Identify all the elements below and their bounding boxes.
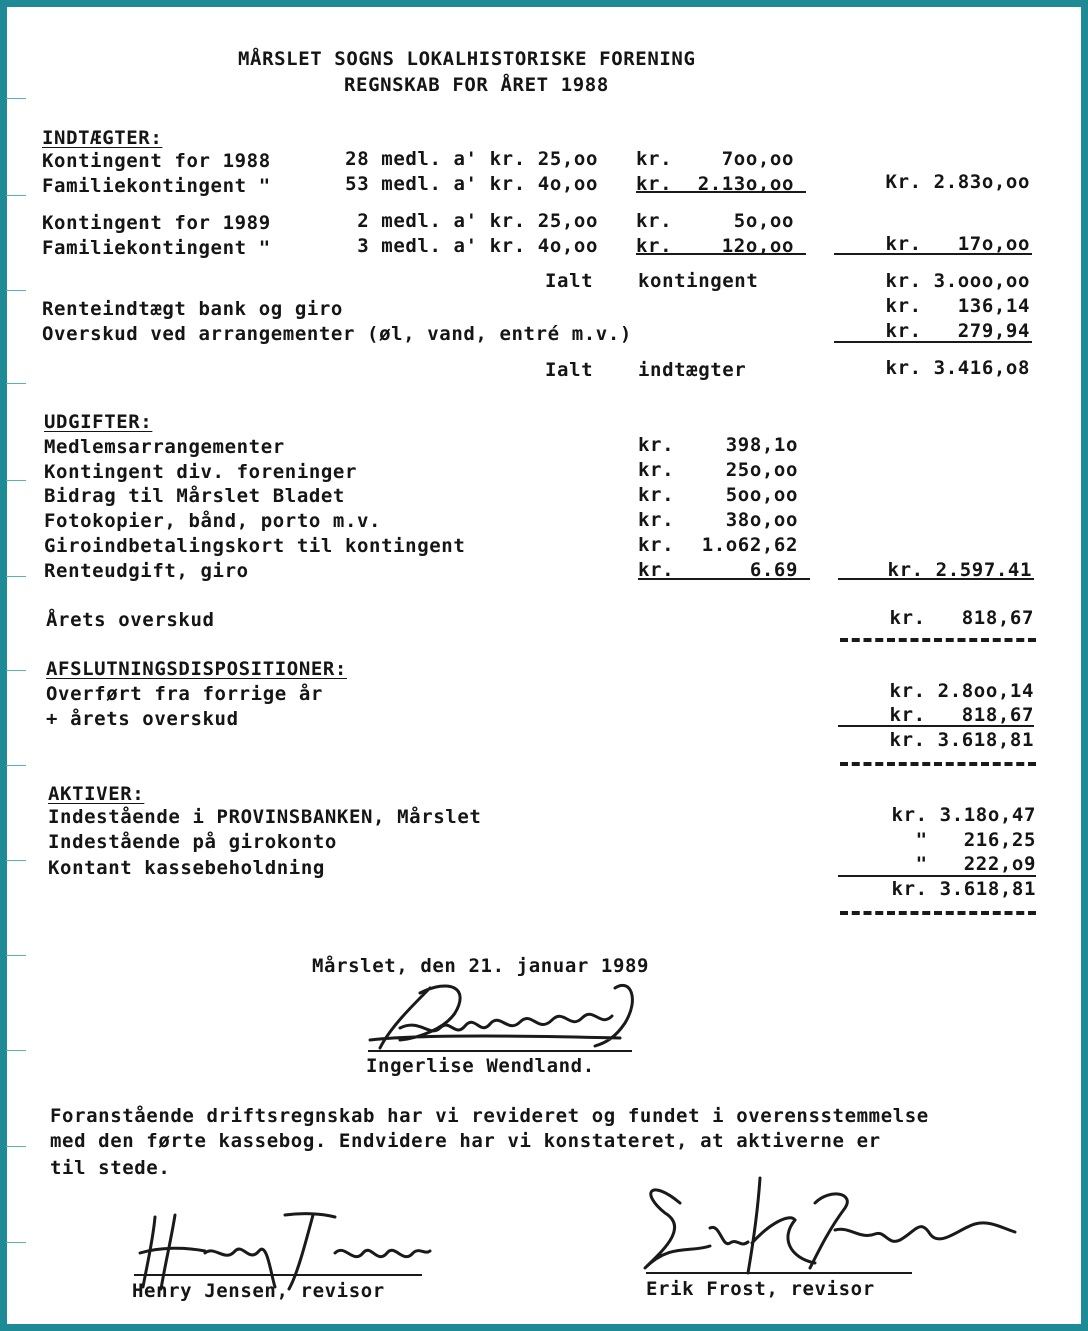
auditor1-name: Henry Jensen, revisor bbox=[132, 1280, 385, 1302]
asset-row-label: Indestående på girokonto bbox=[48, 831, 337, 853]
closing-row-amount: kr. 2.8oo,14 bbox=[889, 680, 1034, 702]
assets-heading: AKTIVER: bbox=[48, 783, 145, 805]
signature-line bbox=[134, 1274, 422, 1276]
income-row-amount: 2.13o,oo bbox=[697, 173, 794, 195]
expense-row-amount: 398,1o bbox=[725, 434, 798, 456]
income-subtotal: Kr. 2.83o,oo bbox=[885, 171, 1030, 193]
year-result-label: Årets overskud bbox=[46, 609, 215, 631]
expense-row-cur: kr. bbox=[638, 484, 675, 506]
total-rule bbox=[834, 341, 1032, 343]
expenses-total: kr. 2.597.41 bbox=[887, 559, 1032, 581]
treasurer-signature bbox=[360, 968, 660, 1058]
auditor2-name: Erik Frost, revisor bbox=[646, 1278, 875, 1300]
signature-line bbox=[646, 1272, 912, 1274]
audit-line: med den førte kassebog. Endvidere har vi konstateret, at aktiverne er bbox=[50, 1130, 881, 1152]
expense-row-cur: kr. bbox=[638, 509, 675, 531]
income-row-cur: kr. bbox=[636, 148, 673, 170]
asset-row-amount: " 216,25 bbox=[915, 829, 1036, 851]
asset-row-amount: kr. 3.18o,47 bbox=[891, 804, 1036, 826]
margin-tick bbox=[6, 383, 26, 384]
expense-row-label: Kontingent div. foreninger bbox=[44, 461, 358, 483]
expense-row-cur: kr. bbox=[638, 459, 675, 481]
income-row-cur: kr. bbox=[636, 235, 673, 257]
closing-total: kr. 3.618,81 bbox=[889, 729, 1034, 751]
expense-row-cur: kr. bbox=[638, 559, 675, 581]
expense-row-label: Fotokopier, bånd, porto m.v. bbox=[44, 510, 382, 532]
margin-tick bbox=[6, 290, 26, 291]
audit-line: Foranstående driftsregnskab har vi revideret og fundet i overensstemmelse bbox=[50, 1105, 929, 1127]
income-subtotal: kr. 17o,oo bbox=[885, 233, 1030, 255]
double-underline bbox=[840, 762, 1036, 766]
subtotal-rule bbox=[636, 191, 806, 193]
auditor2-signature bbox=[630, 1168, 1020, 1283]
margin-tick bbox=[6, 1242, 26, 1243]
income-row-label: Kontingent for 1988 bbox=[42, 150, 271, 172]
total-contingent-word: kontingent bbox=[638, 270, 759, 292]
report-subtitle: REGNSKAB FOR ÅRET 1988 bbox=[344, 74, 609, 96]
total-income-word: indtægter bbox=[638, 359, 747, 381]
expense-row-cur: kr. bbox=[638, 434, 675, 456]
income-row-label: Familiekontingent " bbox=[42, 175, 271, 197]
income-row-amount: 7oo,oo bbox=[721, 148, 794, 170]
subtotal-rule bbox=[638, 578, 810, 580]
income-row-amount: 12o,oo bbox=[721, 235, 794, 257]
income-row-amount: 5o,oo bbox=[733, 210, 794, 232]
income-row-cur: kr. bbox=[636, 210, 673, 232]
closing-row-label: Overført fra forrige år bbox=[46, 683, 323, 705]
income-row-cur: kr. bbox=[636, 173, 673, 195]
closing-heading: AFSLUTNINGSDISPOSITIONER: bbox=[46, 658, 347, 680]
org-title: MÅRSLET SOGNS LOKALHISTORISKE FORENING bbox=[238, 48, 696, 70]
total-rule bbox=[838, 725, 1034, 727]
events-surplus-label: Overskud ved arrangementer (øl, vand, entré m.v.) bbox=[42, 323, 632, 345]
audit-line: til stede. bbox=[50, 1157, 171, 1179]
income-row-label: Kontingent for 1989 bbox=[42, 212, 271, 234]
interest-label: Renteindtægt bank og giro bbox=[42, 298, 343, 320]
double-underline bbox=[840, 911, 1036, 915]
closing-row-label: + årets overskud bbox=[46, 708, 239, 730]
expense-row-cur: kr. bbox=[638, 534, 675, 556]
margin-tick bbox=[6, 1146, 26, 1147]
income-row-label: Familiekontingent " bbox=[42, 237, 271, 259]
total-contingent-word: Ialt bbox=[545, 270, 594, 292]
margin-tick bbox=[6, 670, 26, 671]
margin-tick bbox=[6, 765, 26, 766]
expense-row-label: Giroindbetalingskort til kontingent bbox=[44, 535, 466, 557]
total-rule bbox=[838, 578, 1034, 580]
expense-row-amount: 1.o62,62 bbox=[701, 534, 798, 556]
income-row-qty: 3 medl. a' kr. 4o,oo bbox=[357, 235, 598, 257]
assets-total: kr. 3.618,81 bbox=[891, 878, 1036, 900]
margin-tick bbox=[6, 860, 26, 861]
total-rule bbox=[838, 875, 1036, 877]
margin-tick bbox=[6, 480, 26, 481]
margin-tick bbox=[6, 195, 26, 196]
margin-tick bbox=[6, 1050, 26, 1051]
asset-row-amount: " 222,o9 bbox=[915, 853, 1036, 875]
year-result-amount: kr. 818,67 bbox=[889, 607, 1034, 629]
subtotal-rule bbox=[636, 253, 806, 255]
margin-tick bbox=[6, 955, 26, 956]
interest-amount: kr. 136,14 bbox=[885, 295, 1030, 317]
margin-tick bbox=[6, 576, 26, 577]
expenses-heading: UDGIFTER: bbox=[44, 411, 153, 433]
income-row-qty: 53 medl. a' kr. 4o,oo bbox=[345, 173, 598, 195]
closing-row-amount: kr. 818,67 bbox=[889, 704, 1034, 726]
income-row-qty: 2 medl. a' kr. 25,oo bbox=[357, 210, 598, 232]
total-income-amount: kr. 3.416,o8 bbox=[885, 357, 1030, 379]
treasurer-name: Ingerlise Wendland. bbox=[366, 1055, 595, 1077]
expense-row-label: Medlemsarrangementer bbox=[44, 436, 285, 458]
signature-line bbox=[368, 1050, 632, 1052]
income-row-qty: 28 medl. a' kr. 25,oo bbox=[345, 148, 598, 170]
total-contingent-amount: kr. 3.ooo,oo bbox=[885, 270, 1030, 292]
asset-row-label: Kontant kassebeholdning bbox=[48, 857, 325, 879]
double-underline bbox=[840, 638, 1036, 642]
events-surplus-amount: kr. 279,94 bbox=[885, 320, 1030, 342]
expense-row-amount: 38o,oo bbox=[725, 509, 798, 531]
expense-row-label: Renteudgift, giro bbox=[44, 560, 249, 582]
total-rule bbox=[834, 253, 1032, 255]
total-income-word: Ialt bbox=[545, 359, 594, 381]
expense-row-label: Bidrag til Mårslet Bladet bbox=[44, 485, 345, 507]
income-heading: INDTÆGTER: bbox=[42, 127, 163, 149]
place-and-date: Mårslet, den 21. januar 1989 bbox=[312, 955, 650, 977]
expense-row-amount: 25o,oo bbox=[725, 459, 798, 481]
expense-row-amount: 6.69 bbox=[749, 559, 798, 581]
expense-row-amount: 5oo,oo bbox=[725, 484, 798, 506]
margin-tick bbox=[6, 98, 26, 99]
asset-row-label: Indestående i PROVINSBANKEN, Mårslet bbox=[48, 806, 482, 828]
